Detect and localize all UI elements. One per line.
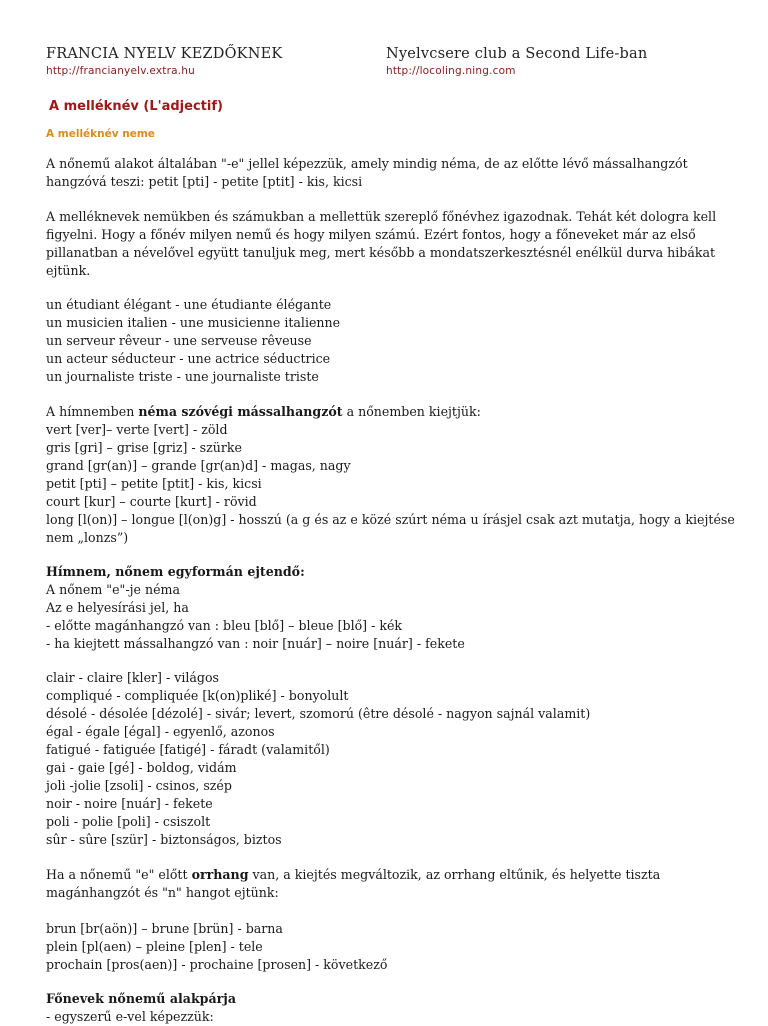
list-item: - egyszerű e-vel képezzük:: [46, 1009, 214, 1024]
list-item: plein [pl(aen) – pleine [plen] - tele: [46, 939, 263, 954]
list-item: désolé - désolée [dézolé] - sivár; levert, szomorú (être désolé - nagyon sajnál valamit): [46, 706, 591, 721]
list-item: - előtte magánhangzó van : bleu [blő] – bleue [blő] - kék: [46, 618, 403, 633]
list-item: vert [ver]– verte [vert] - zöld: [46, 422, 228, 437]
bold-text: Főnevek nőnemű alakpárja: [46, 991, 237, 1006]
site-title: FRANCIA NYELV KEZDŐKNEK: [46, 46, 283, 62]
list-item: sûr - sûre [szür] - biztonságos, biztos: [46, 832, 282, 847]
section-3-title: [46, 990, 726, 1008]
paragraph-2: [46, 208, 726, 280]
paragraph-3-line: [46, 403, 726, 421]
list-item: petit [pti] – petite [ptit] - kis, kicsi: [46, 476, 262, 491]
text-span: van, a kiejtés megváltozik, az orrhang eltűnik, és helyette tiszta magánhangzót és "n" hangot ejtünk:: [46, 867, 661, 900]
bold-text: orrhang: [191, 867, 249, 882]
bold-text: Hímnem, nőnem egyformán ejtendő:: [46, 564, 305, 579]
list-item: joli -jolie [zsoli] - csinos, szép: [46, 778, 232, 793]
examples-list-3: [46, 669, 726, 849]
examples-list-4: [46, 920, 726, 974]
list-item: court [kur] – courte [kurt] - rövid: [46, 494, 257, 509]
paragraph-1-text: A nőnemű alakot általában "-e" jellel képezzük, amely mindig néma, de az előtte lévő mássalhangzót hangzóvá teszi: petit [pti] - petite [ptit] - kis, kicsi: [46, 156, 688, 189]
list-item: grand [gr(an)] – grande [gr(an)d] - magas, nagy: [46, 458, 351, 473]
list-item: A nőnem "e"-je néma: [46, 582, 180, 597]
list-item: un serveur rêveur - une serveuse rêveuse: [46, 333, 312, 348]
list-item: clair - claire [kler] - világos: [46, 670, 219, 685]
text-span: a nőnemben kiejtjük:: [342, 404, 481, 419]
list-item: un journaliste triste - une journaliste triste: [46, 369, 319, 384]
paragraph-1: [46, 155, 726, 191]
list-item: compliqué - compliquée [k(on)pliké] - bonyolult: [46, 688, 349, 703]
list-item: gris [gri] – grise [griz] - szürke: [46, 440, 242, 455]
header-right: [386, 46, 647, 77]
list-item: fatigué - fatiguée [fatigé] - fáradt (valamitől): [46, 742, 330, 757]
section-2-title: [46, 563, 726, 581]
list-item: égal - égale [égal] - egyenlő, azonos: [46, 724, 275, 739]
list-item: un musicien italien - une musicienne italienne: [46, 315, 341, 330]
club-url-link[interactable]: http://locoling.ning.com: [386, 65, 516, 77]
list-item: long [l(on)] – longue [l(on)g] - hosszú (a g és az e közé szúrt néma u írásjel csak azt mutatja, hogy a kiejtése: [46, 512, 735, 527]
examples-list-1: [46, 296, 726, 386]
list-item: gai - gaie [gé] - boldog, vidám: [46, 760, 237, 775]
paragraph-2-text: A melléknevek nemükben és számukban a mellettük szereplő főnévhez igazodnak. Tehát két dologra kell figyelni. Hogy a főnév milyen nemű és hogy milyen számú. Ezért fontos, hogy a főneveket már az első pillanatban a névelővel együtt tanuljuk meg, mert később a mondatszerkesztésnél enélkül durva hibákat ejtünk.: [46, 209, 717, 278]
list-item: nem „lonzs”): [46, 530, 129, 545]
paragraph-4-text: [46, 866, 726, 902]
section-subheading: A melléknév neme: [46, 128, 155, 140]
bold-text: néma szóvégi mássalhangzót: [138, 404, 343, 419]
section-2: [46, 563, 726, 653]
section-3: [46, 990, 726, 1026]
list-item: un acteur séducteur - une actrice séductrice: [46, 351, 331, 366]
paragraph-4: [46, 866, 726, 902]
page-heading: A melléknév (L'adjectif): [49, 99, 223, 114]
list-item: prochain [pros(aen)] - prochaine [prosen] - következő: [46, 957, 388, 972]
club-title: Nyelvcsere club a Second Life-ban: [386, 46, 648, 62]
list-item: poli - polie [poli] - csiszolt: [46, 814, 211, 829]
text-span: A hímnemben: [46, 404, 139, 419]
list-item: Az e helyesírási jel, ha: [46, 600, 189, 615]
text-span: Ha a nőnemű "e" előtt: [46, 867, 192, 882]
site-url-link[interactable]: http://francianyelv.extra.hu: [46, 65, 195, 77]
list-item: - ha kiejtett mássalhangzó van : noir [nuár] – noire [nuár] - fekete: [46, 636, 465, 651]
header-left: [46, 46, 282, 77]
list-item: un étudiant élégant - une étudiante élégante: [46, 297, 332, 312]
list-item: brun [br(aön)] – brune [brün] - barna: [46, 921, 283, 936]
paragraph-3: [46, 403, 735, 547]
list-item: noir - noire [nuár] - fekete: [46, 796, 213, 811]
